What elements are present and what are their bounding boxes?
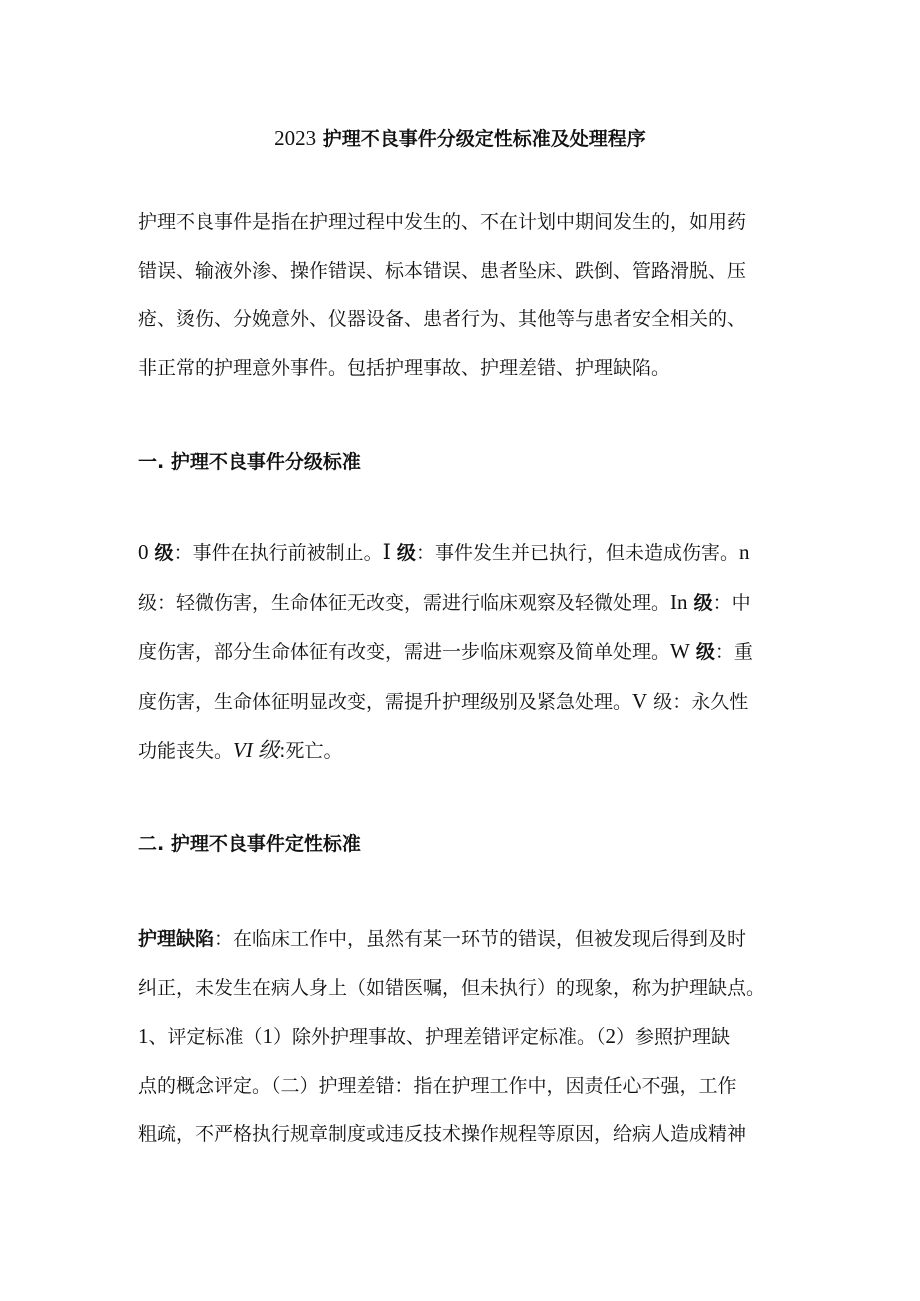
defect-text: ）除外护理事故、护理差错评定标准。（ bbox=[273, 1026, 606, 1049]
grade-label: 级 bbox=[695, 641, 715, 664]
grade-text: 功能丧失。 bbox=[138, 740, 234, 763]
defect-paragraph bbox=[138, 915, 788, 1159]
grade-3: In bbox=[670, 589, 688, 614]
intro-line: 错误、输液外渗、操作错误、标本错误、患者坠床、跌倒、管路滑脱、压 bbox=[138, 259, 747, 282]
defect-line: 点的概念评定。（二）护理差错：指在护理工作中，因责任心不强，工作 bbox=[138, 1074, 737, 1097]
grade-2: n bbox=[738, 540, 750, 564]
grade-text: ：事件发生并已执行，但未造成伤害。 bbox=[415, 542, 739, 564]
intro-line: 非正常的护理意外事件。包括护理事故、护理差错、护理缺陷。 bbox=[138, 356, 671, 379]
grade-text: ：事件在执行前被制止。 bbox=[173, 542, 383, 564]
intro-line: 疮、烫伤、分娩意外、仪器设备、患者行为、其他等与患者安全相关的、 bbox=[138, 308, 747, 331]
grade-label: 级 bbox=[154, 542, 174, 564]
defect-line: 纠正，未发生在病人身上（如错医嘱，但未执行）的现象，称为护理缺点。 bbox=[138, 976, 766, 999]
grade-label: 级 bbox=[396, 542, 416, 564]
grade-text: 度伤害，生命体征明显改变，需提升护理级别及紧急处理。 bbox=[138, 690, 633, 713]
title-year: 2023 bbox=[274, 126, 317, 150]
section-heading-grading: 一. 护理不良事件分级标准 bbox=[138, 451, 361, 473]
defect-text: ：在临床工作中，虽然有某一环节的错误，但被发现后得到及时 bbox=[214, 928, 747, 950]
defect-text: 、评定标准（ bbox=[148, 1026, 263, 1049]
grading-line bbox=[138, 726, 788, 776]
grade-label: 级 bbox=[693, 591, 713, 614]
defect-text: ）参照护理缺 bbox=[616, 1026, 731, 1049]
grade-text: ：重 bbox=[714, 641, 753, 664]
grading-line bbox=[138, 528, 788, 578]
grade-text: ：中 bbox=[712, 591, 751, 614]
grade-text: 度伤害，部分生命体征有改变，需进一步临床观察及简单处理。 bbox=[138, 641, 671, 664]
defect-line: 粗疏，不严格执行规章制度或违反技术操作规程等原因，给病人造成精神 bbox=[138, 1123, 747, 1146]
grading-line bbox=[138, 578, 788, 628]
title-text: 护理不良事件分级定性标准及处理程序 bbox=[322, 128, 646, 150]
grade-5: V bbox=[632, 688, 648, 713]
item-number: 1 bbox=[262, 1024, 274, 1049]
item-number: 1 bbox=[138, 1024, 149, 1049]
intro-line: 护理不良事件是指在护理过程中发生的、不在计划中期间发生的，如用药 bbox=[138, 211, 747, 233]
grade-text: :死亡。 bbox=[279, 740, 343, 763]
grade-0: 0 bbox=[138, 540, 149, 564]
intro-paragraph bbox=[138, 198, 788, 392]
grade-text: 级：轻微伤害，生命体征无改变，需进行临床观察及轻微处理。 bbox=[138, 591, 671, 614]
defect-label: 护理缺陷 bbox=[138, 928, 215, 950]
defect-line bbox=[138, 1012, 788, 1062]
grade-4: W bbox=[670, 639, 690, 664]
grading-line bbox=[138, 627, 788, 677]
document-title bbox=[0, 124, 920, 153]
defect-line bbox=[138, 915, 788, 964]
item-number: 2 bbox=[605, 1024, 617, 1049]
grading-paragraph bbox=[138, 528, 788, 776]
grade-1: Ⅰ bbox=[382, 540, 391, 564]
grade-text: 级：永久性 bbox=[653, 690, 749, 713]
grade-6: VI 级 bbox=[233, 738, 280, 763]
section-heading-qualitative: 二. 护理不良事件定性标准 bbox=[138, 833, 361, 855]
grading-line bbox=[138, 677, 788, 727]
